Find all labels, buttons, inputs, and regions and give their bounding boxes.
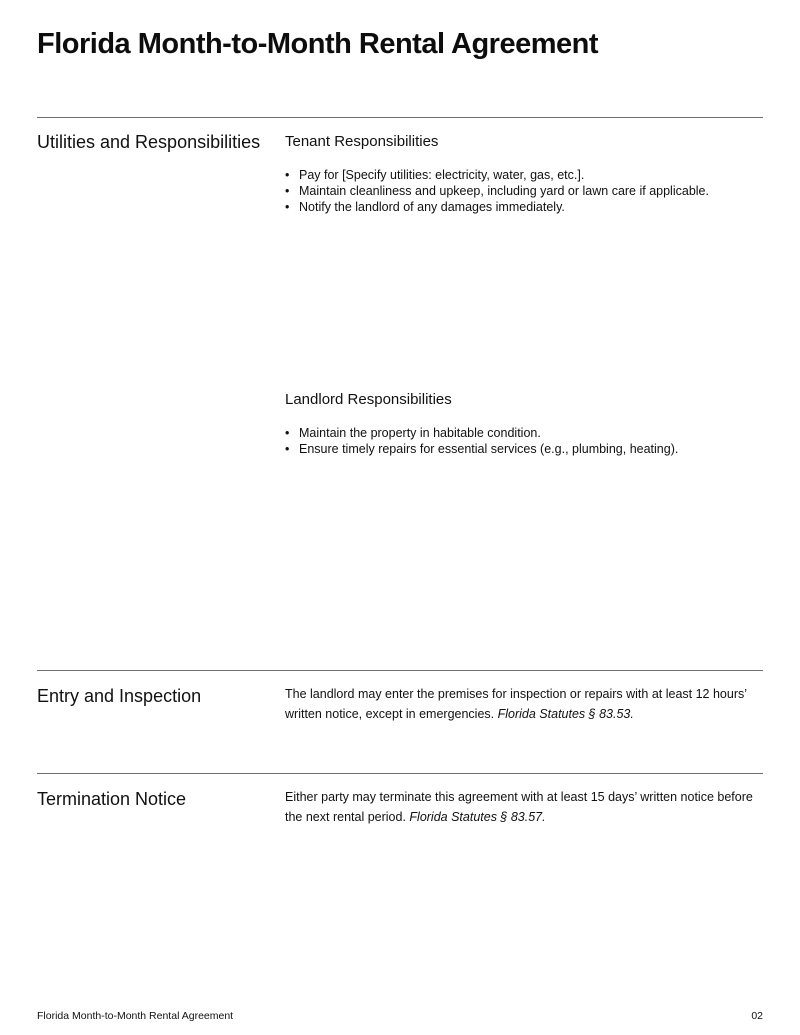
landlord-responsibilities-list <box>285 425 763 457</box>
list-item-text: Ensure timely repairs for essential services (e.g., plumbing, heating). <box>299 442 679 456</box>
section-divider <box>37 670 763 671</box>
list-item <box>285 167 763 183</box>
termination-text: Either party may terminate this agreement with at least 15 days’ written notice before the next rental period. <box>285 790 753 824</box>
section-label-entry: Entry and Inspection <box>37 686 202 706</box>
section-divider <box>37 117 763 118</box>
termination-paragraph <box>285 787 763 827</box>
bullet-icon: • <box>285 426 290 440</box>
section-label-utilities: Utilities and Responsibilities <box>37 132 261 152</box>
footer-page-number: 02 <box>751 1010 763 1022</box>
section-label-termination: Termination Notice <box>37 789 187 809</box>
tenant-responsibilities-list <box>285 167 763 215</box>
bullet-icon: • <box>285 200 290 214</box>
list-item-text: Maintain the property in habitable condition. <box>299 426 541 440</box>
landlord-responsibilities-heading: Landlord Responsibilities <box>285 391 452 408</box>
list-item-text: Maintain cleanliness and upkeep, including yard or lawn care if applicable. <box>299 184 709 198</box>
section-divider <box>37 773 763 774</box>
list-item-text: Pay for [Specify utilities: electricity, water, gas, etc.]. <box>299 168 585 182</box>
tenant-responsibilities-heading: Tenant Responsibilities <box>285 133 439 150</box>
bullet-icon: • <box>285 442 290 456</box>
entry-paragraph <box>285 684 763 724</box>
list-item-text: Notify the landlord of any damages immediately. <box>299 200 565 214</box>
bullet-icon: • <box>285 168 290 182</box>
page-title: Florida Month-to-Month Rental Agreement <box>37 28 598 60</box>
termination-citation: Florida Statutes § 83.57. <box>409 810 546 824</box>
footer-document-name: Florida Month-to-Month Rental Agreement <box>37 1010 234 1022</box>
bullet-icon: • <box>285 184 290 198</box>
list-item <box>285 199 763 215</box>
entry-citation: Florida Statutes § 83.53. <box>497 707 634 721</box>
list-item <box>285 183 763 199</box>
list-item <box>285 425 763 441</box>
list-item <box>285 441 763 457</box>
entry-text: The landlord may enter the premises for inspection or repairs with at least 12 hours’ written notice, except in emergencies. <box>285 687 747 721</box>
